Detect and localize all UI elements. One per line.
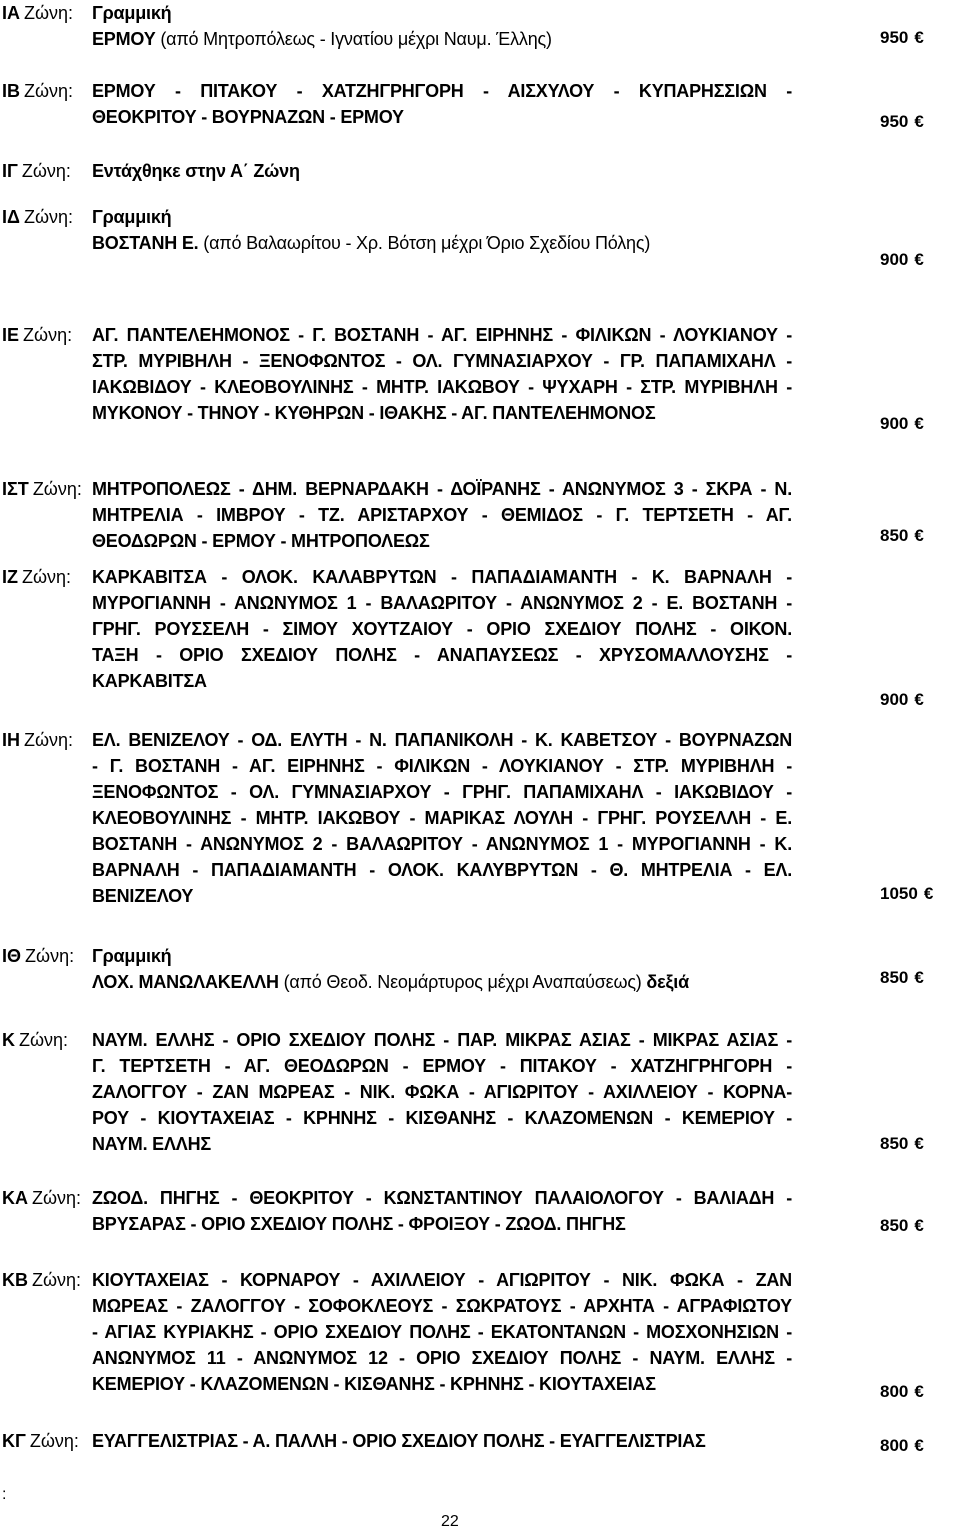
street-line: - Γ. ΒΟΣΤΑΝΗ - ΑΓ. ΕΙΡΗΝΗΣ - ΦΙΛΙΚΩΝ - ΛΟΥΚΙΑΝΟΥ - ΣΤΡ. ΜΥΡΙΒΗΛΗ - [92, 756, 792, 776]
zone-price [880, 884, 960, 904]
zone-word: Ζώνη: [19, 1030, 69, 1050]
zone-word: Ζώνη: [25, 946, 75, 966]
zone-code: Κ [2, 1030, 15, 1050]
stray-colon: : [2, 1486, 7, 1503]
price-value: 950 [880, 28, 909, 47]
zone-word: Ζώνη: [32, 1188, 82, 1208]
zone-price [880, 250, 960, 270]
street-line: ΚΙΟΥΤΑΧΕΙΑΣ - ΚΟΡΝΑΡΟΥ - ΑΧΙΛΛΕΙΟΥ - ΑΓΙΩΡΙΤΟΥ - ΝΙΚ. ΦΩΚΑ - ΖΑΝ [92, 1270, 792, 1290]
price-value: 900 [880, 414, 909, 433]
price-value: 1050 [880, 884, 918, 903]
zone-word: Ζώνη: [24, 3, 74, 23]
zone-streets [92, 158, 792, 184]
zone-word: Ζώνη: [32, 479, 82, 499]
street-line: Γραμμική [92, 207, 172, 227]
zone-streets [92, 943, 792, 995]
street-line: Γραμμική [92, 946, 172, 966]
zone-word: Ζώνη: [22, 567, 72, 587]
zone-streets [92, 0, 792, 52]
zone-streets [92, 322, 792, 426]
street-line: ΑΝΩΝΥΜΟΣ 11 - ΑΝΩΝΥΜΟΣ 12 - ΟΡΙΟ ΣΧΕΔΙΟΥ ΠΟΛΗΣ - ΝΑΥΜ. ΕΛΛΗΣ - [92, 1348, 792, 1368]
zone-word: Ζώνη: [23, 325, 73, 345]
street-line: ΖΩΟΔ. ΠΗΓΗΣ - ΘΕΟΚΡΙΤΟΥ - ΚΩΝΣΤΑΝΤΙΝΟΥ ΠΑΛΑΙΟΛΟΓΟΥ - ΒΑΛΙΑΔΗ - [92, 1188, 792, 1208]
zone-label [2, 204, 73, 230]
street-line: ΙΑΚΩΒΙΔΟΥ - ΚΛΕΟΒΟΥΛΙΝΗΣ - ΜΗΤΡ. ΙΑΚΩΒΟΥ - ΨΥΧΑΡΗ - ΣΤΡ. ΜΥΡΙΒΗΛΗ - [92, 377, 792, 397]
street-line-part: ΕΡΜΟΥ [92, 29, 161, 49]
street-line-part: ΛΟΧ. ΜΑΝΩΛΑΚΕΛΛΗ [92, 972, 284, 992]
zone-code: ΚΓ [2, 1431, 26, 1451]
zone-word: Ζώνη: [21, 161, 71, 181]
street-line: ΕΡΜΟΥ - ΠΙΤΑΚΟΥ - ΧΑΤΖΗΓΡΗΓΟΡΗ - ΑΙΣΧΥΛΟΥ - ΚΥΠΑΡΗΣΣΙΩΝ - [92, 81, 792, 101]
zone-code: ΙΓ [2, 161, 18, 181]
zone-streets [92, 476, 792, 554]
street-line: ΘΕΟΚΡΙΤΟΥ - ΒΟΥΡΝΑΖΩΝ - ΕΡΜΟΥ [92, 107, 404, 127]
street-line: ΞΕΝΟΦΩΝΤΟΣ - ΟΛ. ΓΥΜΝΑΣΙΑΡΧΟΥ - ΓΡΗΓ. ΠΑΠΑΜΙΧΑΗΛ - ΙΑΚΩΒΙΔΟΥ - [92, 782, 792, 802]
euro-icon: € [914, 1382, 924, 1401]
zone-price [880, 1216, 960, 1236]
street-line: ΒΕΝΙΖΕΛΟΥ [92, 886, 194, 906]
street-line-part: δεξιά [646, 972, 689, 992]
zone-label [2, 158, 71, 184]
zone-code: ΙΒ [2, 81, 20, 101]
street-line: ΜΥΡΟΓΙΑΝΝΗ - ΑΝΩΝΥΜΟΣ 1 - ΒΑΛΑΩΡΙΤΟΥ - ΑΝΩΝΥΜΟΣ 2 - Ε. ΒΟΣΤΑΝΗ - [92, 593, 792, 613]
zone-price [880, 690, 960, 710]
euro-icon: € [914, 250, 924, 269]
street-line: ΝΑΥΜ. ΕΛΛΗΣ - ΟΡΙΟ ΣΧΕΔΙΟΥ ΠΟΛΗΣ - ΠΑΡ. ΜΙΚΡΑΣ ΑΣΙΑΣ - ΜΙΚΡΑΣ ΑΣΙΑΣ - [92, 1030, 792, 1050]
zone-code: ΙΑ [2, 3, 20, 23]
price-value: 850 [880, 1134, 909, 1153]
street-line: ΕΥΑΓΓΕΛΙΣΤΡΙΑΣ - Α. ΠΑΛΛΗ - ΟΡΙΟ ΣΧΕΔΙΟΥ ΠΟΛΗΣ - ΕΥΑΓΓΕΛΙΣΤΡΙΑΣ [92, 1431, 706, 1451]
euro-icon: € [914, 1436, 924, 1455]
zone-code: ΚΒ [2, 1270, 28, 1290]
street-line: ΜΗΤΡΟΠΟΛΕΩΣ - ΔΗΜ. ΒΕΡΝΑΡΔΑΚΗ - ΔΟΪΡΑΝΗΣ - ΑΝΩΝΥΜΟΣ 3 - ΣΚΡΑ - Ν. [92, 479, 792, 499]
page-number: 22 [441, 1513, 459, 1530]
euro-icon: € [914, 28, 924, 47]
zone-price [880, 1436, 960, 1456]
price-value: 900 [880, 690, 909, 709]
zone-code: ΙΔ [2, 207, 20, 227]
street-line: ΓΡΗΓ. ΡΟΥΣΣΕΛΗ - ΣΙΜΟΥ ΧΟΥΤΖΑΙΟΥ - ΟΡΙΟ ΣΧΕΔΙΟΥ ΠΟΛΗΣ - ΟΙΚΟΝ. [92, 619, 792, 639]
street-line [92, 230, 792, 256]
street-line: ΤΑΞΗ - ΟΡΙΟ ΣΧΕΔΙΟΥ ΠΟΛΗΣ - ΑΝΑΠΑΥΣΕΩΣ - ΧΡΥΣΟΜΑΛΛΟΥΣΗΣ - [92, 645, 792, 665]
zone-word: Ζώνη: [29, 1431, 79, 1451]
euro-icon: € [914, 1134, 924, 1153]
street-line: ΡΟΥ - ΚΙΟΥΤΑΧΕΙΑΣ - ΚΡΗΝΗΣ - ΚΙΣΘΑΝΗΣ - ΚΛΑΖΟΜΕΝΩΝ - ΚΕΜΕΡΙΟΥ - [92, 1108, 792, 1128]
street-line: Γραμμική [92, 3, 172, 23]
street-line: - ΑΓΙΑΣ ΚΥΡΙΑΚΗΣ - ΟΡΙΟ ΣΧΕΔΙΟΥ ΠΟΛΗΣ - ΕΚΑΤΟΝΤΑΝΩΝ - ΜΟΣΧΟΝΗΣΙΩΝ - [92, 1322, 792, 1342]
euro-icon: € [923, 884, 934, 903]
zone-label [2, 1027, 68, 1053]
zone-streets [92, 727, 792, 909]
street-line: ΚΛΕΟΒΟΥΛΙΝΗΣ - ΜΗΤΡ. ΙΑΚΩΒΟΥ - ΜΑΡΙΚΑΣ ΛΟΥΛΗ - ΓΡΗΓ. ΡΟΥΣΕΛΛΗ - Ε. [92, 808, 792, 828]
zone-label [2, 943, 74, 969]
zone-word: Ζώνη: [24, 730, 74, 750]
euro-icon: € [914, 526, 924, 545]
street-line: Γ. ΤΕΡΤΣΕΤΗ - ΑΓ. ΘΕΟΔΩΡΩΝ - ΕΡΜΟΥ - ΠΙΤΑΚΟΥ - ΧΑΤΖΗΓΡΗΓΟΡΗ - [92, 1056, 792, 1076]
zone-label [2, 0, 73, 26]
price-value: 800 [880, 1436, 909, 1455]
street-line: ΜΩΡΕΑΣ - ΖΑΛΟΓΓΟΥ - ΣΟΦΟΚΛΕΟΥΣ - ΣΩΚΡΑΤΟΥΣ - ΑΡΧΗΤΑ - ΑΓΡΑΦΙΩΤΟΥ [92, 1296, 792, 1316]
zone-label [2, 78, 73, 104]
price-value: 800 [880, 1382, 909, 1401]
zone-code: ΙΗ [2, 730, 20, 750]
price-value: 900 [880, 250, 909, 269]
zone-word: Ζώνη: [23, 207, 74, 227]
zone-code: ΙΘ [2, 946, 22, 966]
zone-label [2, 1267, 81, 1293]
price-value: 850 [880, 1216, 909, 1235]
zone-word: Ζώνη: [24, 81, 74, 101]
street-line [92, 969, 792, 995]
zone-label [2, 564, 71, 590]
street-line-part: (από Βαλαωρίτου - Χρ. Βότση μέχρι Όριο Σχεδίου Πόλης) [203, 233, 651, 253]
price-value: 850 [880, 526, 909, 545]
street-line: ΣΤΡ. ΜΥΡΙΒΗΛΗ - ΞΕΝΟΦΩΝΤΟΣ - ΟΛ. ΓΥΜΝΑΣΙΑΡΧΟΥ - ΓΡ. ΠΑΠΑΜΙΧΑΗΛ - [92, 351, 792, 371]
street-line [92, 26, 792, 52]
zone-code: ΙΣΤ [2, 479, 29, 499]
euro-icon: € [914, 414, 924, 433]
street-line: Εντάχθηκε στην Α΄ Ζώνη [92, 161, 300, 181]
street-line: ΚΕΜΕΡΙΟΥ - ΚΛΑΖΟΜΕΝΩΝ - ΚΙΣΘΑΝΗΣ - ΚΡΗΝΗΣ - ΚΙΟΥΤΑΧΕΙΑΣ [92, 1374, 656, 1394]
zone-price [880, 968, 960, 988]
street-line: ΘΕΟΔΩΡΩΝ - ΕΡΜΟΥ - ΜΗΤΡΟΠΟΛΕΩΣ [92, 531, 430, 551]
zone-streets [92, 1027, 792, 1157]
zone-label [2, 1185, 81, 1211]
zone-streets [92, 204, 792, 256]
street-line: ΒΡΥΣΑΡΑΣ - ΟΡΙΟ ΣΧΕΔΙΟΥ ΠΟΛΗΣ - ΦΡΟΙΞΟΥ - ΖΩΟΔ. ΠΗΓΗΣ [92, 1214, 626, 1234]
street-line: ΕΛ. ΒΕΝΙΖΕΛΟΥ - ΟΔ. ΕΛΥΤΗ - Ν. ΠΑΠΑΝΙΚΟΛΗ - Κ. ΚΑΒΕΤΣΟΥ - ΒΟΥΡΝΑΖΩΝ [92, 730, 792, 750]
street-line-part: (από Μητροπόλεως - Ιγνατίου μέχρι Ναυμ. Έλλης) [160, 29, 552, 49]
euro-icon: € [914, 968, 924, 987]
euro-icon: € [914, 690, 924, 709]
price-value: 850 [880, 968, 909, 987]
euro-icon: € [914, 112, 924, 131]
zone-streets [92, 564, 792, 694]
zone-code: ΙΖ [2, 567, 18, 587]
street-line: ΖΑΛΟΓΓΟΥ - ΖΑΝ ΜΩΡΕΑΣ - ΝΙΚ. ΦΩΚΑ - ΑΓΙΩΡΙΤΟΥ - ΑΧΙΛΛΕΙΟΥ - ΚΟΡΝΑ- [92, 1082, 792, 1102]
street-line-part: ΒΟΣΤΑΝΗ Ε. [92, 233, 204, 253]
zone-price [880, 526, 960, 546]
zone-label [2, 322, 72, 348]
zone-price [880, 1382, 960, 1402]
zone-code: ΙΕ [2, 325, 20, 345]
zone-label [2, 727, 73, 753]
zone-streets [92, 1267, 792, 1397]
zone-code: ΚΑ [2, 1188, 28, 1208]
zone-streets [92, 78, 792, 130]
zone-streets [92, 1185, 792, 1237]
zone-word: Ζώνη: [32, 1270, 82, 1290]
street-line: ΑΓ. ΠΑΝΤΕΛΕΗΜΟΝΟΣ - Γ. ΒΟΣΤΑΝΗ - ΑΓ. ΕΙΡΗΝΗΣ - ΦΙΛΙΚΩΝ - ΛΟΥΚΙΑΝΟΥ - [92, 325, 792, 345]
zone-label [2, 1428, 79, 1454]
price-value: 950 [880, 112, 909, 131]
zone-price [880, 112, 960, 132]
zone-streets [92, 1428, 792, 1454]
street-line: ΚΑΡΚΑΒΙΤΣΑ - ΟΛΟΚ. ΚΑΛΑΒΡΥΤΩΝ - ΠΑΠΑΔΙΑΜΑΝΤΗ - Κ. ΒΑΡΝΑΛΗ - [92, 567, 792, 587]
euro-icon: € [914, 1216, 924, 1235]
street-line-part: (από Θεοδ. Νεομάρτυρος μέχρι Αναπαύσεως) [283, 972, 647, 992]
street-line: ΒΑΡΝΑΛΗ - ΠΑΠΑΔΙΑΜΑΝΤΗ - ΟΛΟΚ. ΚΑΛΥΒΡΥΤΩΝ - Θ. ΜΗΤΡΕΛΙΑ - ΕΛ. [92, 860, 792, 880]
zone-price [880, 28, 960, 48]
street-line: ΜΗΤΡΕΛΙΑ - ΙΜΒΡΟΥ - ΤΖ. ΑΡΙΣΤΑΡΧΟΥ - ΘΕΜΙΔΟΣ - Γ. ΤΕΡΤΣΕΤΗ - ΑΓ. [92, 505, 792, 525]
street-line: ΒΟΣΤΑΝΗ - ΑΝΩΝΥΜΟΣ 2 - ΒΑΛΑΩΡΙΤΟΥ - ΑΝΩΝΥΜΟΣ 1 - ΜΥΡΟΓΙΑΝΝΗ - Κ. [92, 834, 792, 854]
street-line: ΚΑΡΚΑΒΙΤΣΑ [92, 671, 207, 691]
zone-price [880, 414, 960, 434]
zone-label [2, 476, 82, 502]
street-line: ΝΑΥΜ. ΕΛΛΗΣ [92, 1134, 211, 1154]
zone-price [880, 1134, 960, 1154]
street-line: ΜΥΚΟΝΟΥ - ΤΗΝΟΥ - ΚΥΘΗΡΩΝ - ΙΘΑΚΗΣ - ΑΓ. ΠΑΝΤΕΛΕΗΜΟΝΟΣ [92, 403, 656, 423]
